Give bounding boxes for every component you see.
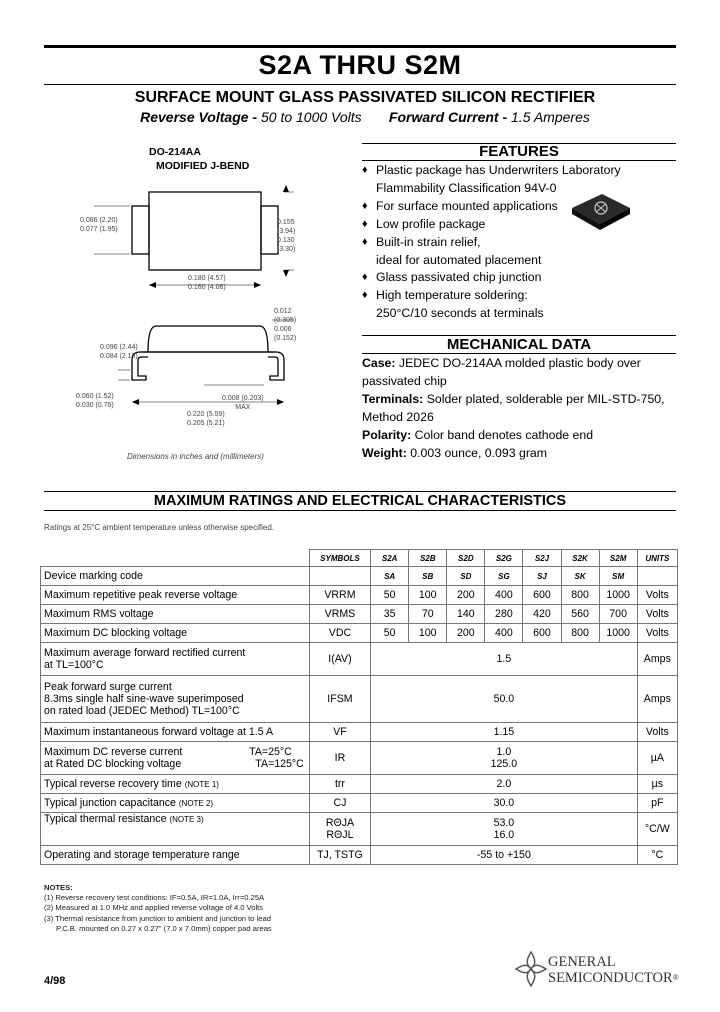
case-line: Case: JEDEC DO-214AA molded plastic body over	[362, 356, 641, 370]
dim-lead-height: 0.086 (2.20) 0.077 (1.95)	[80, 217, 118, 233]
feature-item	[362, 287, 622, 323]
dim-overall-height: 0.096 (2.44) 0.084 (2.13)	[100, 344, 138, 360]
feature-text: Plastic package has Underwriters Laboratory	[376, 163, 621, 177]
features-heading: FEATURES	[479, 143, 559, 160]
mechanical-data	[362, 355, 682, 462]
table-row: Typical junction capacitance (NOTE 2) CJ 30.0 pF	[41, 794, 678, 813]
feature-text: 250°C/10 seconds at terminals	[376, 306, 544, 321]
table-row: Maximum repetitive peak reverse voltage VRRM 50 100 200 400 600 800 1000 Volts	[41, 586, 678, 605]
dim-body-width: 0.180 (4.57) 0.160 (4.06)	[188, 275, 226, 291]
feature-text: For surface mounted applications	[376, 198, 558, 213]
table-row: Typical thermal resistance (NOTE 3) RΘJA RΘJL 53.0 16.0 °C/W	[41, 813, 678, 846]
feature-item	[362, 234, 622, 270]
col-s2a: S2A	[371, 550, 409, 567]
table-row: Maximum average forward rectified current at TL=100°C I(AV) 1.5 Amps	[41, 643, 678, 676]
bullet-icon: ♦	[362, 235, 368, 248]
company-logo-icon	[514, 950, 548, 988]
weight-line: Weight: 0.003 ounce, 0.093 gram	[362, 445, 548, 460]
table-row: Device marking code SA SB SD SG SJ SK SM	[41, 567, 678, 586]
col-s2m: S2M	[599, 550, 637, 567]
mechanical-heading: MECHANICAL DATA	[446, 336, 592, 353]
table-row: Maximum RMS voltage VRMS 35 70 140 280 420 560 700 Volts	[41, 605, 678, 624]
table-row: Maximum instantaneous forward voltage at 1.5 A VF 1.15 Volts	[41, 723, 678, 742]
bullet-icon: ♦	[362, 217, 368, 230]
dim-body-height: 0.155 (3.94) 0.130 (3.30)	[277, 219, 296, 253]
table-row: Maximum DC reverse current TA=25°C at Rated DC blocking voltage TA=125°C IR 1.0 125.0 µA	[41, 742, 678, 775]
ratings-heading: MAXIMUM RATINGS AND ELECTRICAL CHARACTERISTICS	[153, 493, 567, 509]
table-row: Operating and storage temperature range TJ, TSTG -55 to +150 °C	[41, 846, 678, 865]
bullet-icon: ♦	[362, 164, 368, 176]
package-diagram	[44, 140, 304, 470]
col-s2d: S2D	[447, 550, 485, 567]
diagram-caption: Dimensions in inches and (millimeters)	[127, 452, 264, 461]
package-name: DO-214AA	[149, 146, 201, 158]
bullet-icon: ♦	[362, 199, 368, 212]
forward-current-value: 1.5 Amperes	[511, 109, 590, 125]
feature-text: Glass passivated chip junction	[376, 270, 542, 285]
rating-summary	[0, 109, 720, 125]
case-line-2: passivated chip	[362, 373, 447, 388]
terminals-line-2: Method 2026	[362, 409, 434, 424]
table-row: Peak forward surge current 8.3ms single half sine-wave superimposed on rated load (JEDEC Method) TL=100°C IFSM 50.0 Amps	[41, 676, 678, 723]
reverse-voltage-value: 50 to 1000 Volts	[260, 109, 362, 125]
feature-text: Built-in strain relief,	[376, 234, 481, 249]
forward-current-label: Forward Current -	[388, 109, 508, 125]
col-s2k: S2K	[561, 550, 599, 567]
terminals-line: Terminals: Solder plated, solderable per MIL-STD-750,	[362, 391, 665, 406]
ratings-table	[40, 549, 678, 865]
package-drawing	[44, 140, 304, 470]
package-bend: MODIFIED J-BEND	[156, 160, 250, 172]
bullet-icon: ♦	[362, 289, 368, 302]
table-row: Typical reverse recovery time (NOTE 1) trr 2.0 µs	[41, 775, 678, 794]
dim-lead-thickness: 0.012 (0.305) 0.006 (0.152)	[274, 308, 297, 342]
feature-text: ideal for automated placement	[376, 252, 542, 267]
feature-text: High temperature soldering:	[376, 288, 528, 303]
company-logo-text: GENERAL SEMICONDUCTOR®	[548, 954, 679, 986]
col-s2g: S2G	[485, 550, 523, 567]
notes: NOTES: (1) Reverse recovery test conditions: IF=0.5A, IR=1.0A, Irr=0.25A (2) Measured at 1.0 MHz and applied reverse voltage of 4.0 Volts (3) Thermal resistance from junction to ambient and junction to lead P.C.B. mounted on 0.27 x 0.27" (7.0 x 7.0mm) copper pad areas	[44, 883, 272, 933]
bullet-icon: ♦	[362, 271, 368, 284]
page-subtitle: SURFACE MOUNT GLASS PASSIVATED SILICON RECTIFIER	[134, 89, 596, 106]
col-s2j: S2J	[523, 550, 561, 567]
page-title: S2A THRU S2M	[258, 50, 462, 80]
col-s2b: S2B	[409, 550, 447, 567]
table-row: Maximum DC blocking voltage VDC 50 100 200 400 600 800 1000 Volts	[41, 624, 678, 643]
feature-item	[362, 269, 622, 287]
table-header-row	[41, 550, 678, 567]
revision-date: 4/98	[44, 975, 66, 987]
col-units: UNITS	[637, 550, 677, 567]
polarity-line: Polarity: Color band denotes cathode end	[362, 427, 594, 442]
dim-overall-length: 0.220 (5.59) 0.205 (5.21)	[187, 411, 225, 427]
dim-standoff: 0.008 (0.203) MAX	[222, 395, 264, 411]
product-photo	[566, 186, 634, 234]
dim-lead-length: 0.060 (1.52) 0.030 (0.76)	[76, 393, 114, 409]
feature-text: Low profile package	[376, 216, 486, 231]
feature-text: Flammability Classification 94V-0	[376, 180, 557, 195]
col-symbols: SYMBOLS	[309, 550, 370, 567]
ratings-note: Ratings at 25°C ambient temperature unless otherwise specified.	[44, 523, 274, 532]
reverse-voltage-label: Reverse Voltage -	[140, 109, 258, 125]
